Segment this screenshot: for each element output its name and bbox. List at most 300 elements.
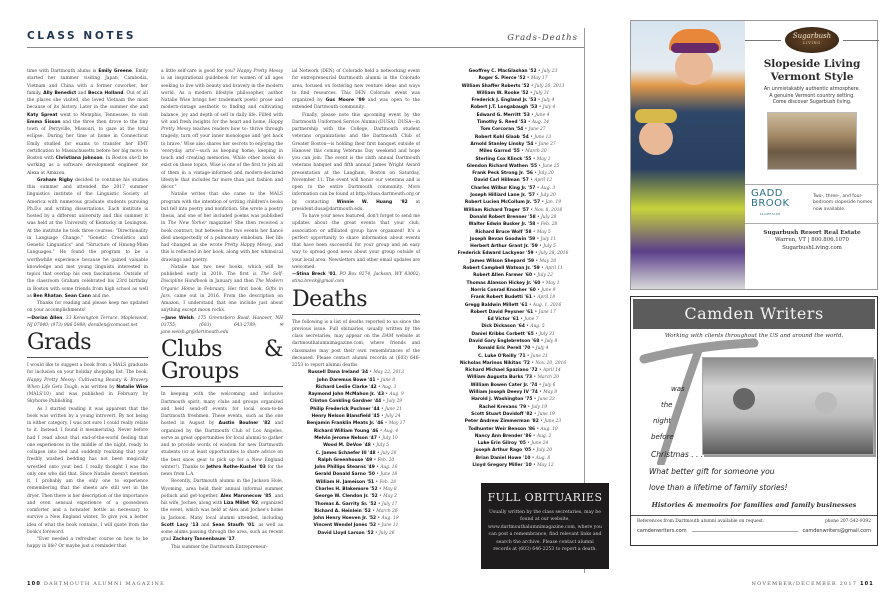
separator: • bbox=[528, 134, 535, 140]
death-date: May 22, 2013 bbox=[373, 370, 404, 376]
death-entry bbox=[448, 345, 578, 352]
paragraph: time with Dartmouth alums is Emily Greene. Emily started her summer visiting Japan, Cambodia, Vietnam and China with a former coworker, her family, Ally Benedict and Becca Holland. Out of all the places she visited, she loved Vietnam the most because of its history. Later in the summer she and Katy Spreat went to Memphis, Tennessee, to visit Emma Sisson and the three then drove to the tiny town of Perryville, Missouri, to gaze at the total eclipse. During her time at home in Connecticut Emily studied for exams to transfer her EMT certification to Massachusetts before her big move to Boston with Christiana Johnson. In Boston she'll be working as a software development engineer for Alexa at Amazon. bbox=[27, 69, 148, 176]
paragraph: In keeping with the welcoming and inclusive Dartmouth spirit, many clubs and groups organized and held send-off events for local soon-to-be Dartmouth freshmen. These events, such as the one hosted in August by Austin Boulner '82 and organized by the Dartmouth Club of Los Angeles, serve as great opportunities for local alumni to gather and to provide words of wisdom for new Dartmouth students (or at least opportunities to share advice on the best snow gear to pick up for a New England winter!). Thanks to Jethro Rothe-Kushel '03 for the news from L.A. bbox=[161, 392, 283, 477]
separator: • bbox=[540, 280, 546, 286]
sugarbush-ad bbox=[630, 20, 878, 290]
death-name: Rachel Krevans '79 bbox=[478, 404, 527, 410]
paragraph: As I started reading it was apparent that the book was written by a young introvert. By not being in either category, I was not sure I could really relate to it. Instead, I found it mesmerizing. Never before had I read about that end-of-the-world feeling that one experiences in the middle of the night, ready to collapse into bed and suddenly realizing that your freshly washed bedding has not been magically wrestled onto your bed. I really thought I was the only one who did that. Since Natalie doesn't mention it, I probably am the only one to experience remembering that the sheets are still wet in the dryer. Then there is her description of the importance and even sensual experience of a goosedown comforter and a hotwater bottle as necessary to survive a New England winter. To give you a better idea of what the book contains, I will quote from the book's foreword. bbox=[27, 406, 148, 535]
script-line: What better gift for someone you bbox=[649, 467, 775, 476]
death-date: June 19 bbox=[537, 411, 555, 417]
death-date: May 12 bbox=[537, 463, 554, 469]
deaths-heading: Deaths bbox=[292, 289, 420, 315]
separator: • bbox=[368, 370, 374, 376]
ad-subtext: An unmistakably authentic atmosphere. A genuine Vermont country setting. Come discover Sugarbush living. bbox=[763, 87, 861, 105]
separator: • bbox=[381, 399, 387, 405]
death-name: Donald Robert Brenner '58 bbox=[469, 214, 536, 220]
phone-text: phone 207-542-9392 bbox=[824, 519, 871, 524]
separator: • bbox=[528, 178, 535, 184]
separator: • bbox=[531, 433, 537, 439]
script-line: Christmas . . . bbox=[651, 450, 704, 459]
divider bbox=[692, 531, 798, 532]
death-name: Norris Conrad Knosher '60 bbox=[470, 287, 536, 293]
camden-website[interactable]: camdenwriters.com bbox=[637, 528, 687, 534]
death-entry bbox=[448, 75, 578, 82]
company-website[interactable]: SugarbushLiving.com bbox=[782, 244, 842, 251]
signature: —Jane Welsh, 175 Greensboro Road, Hanover, NH 03755; (603) 643-2789; ✉ jane.welsh.gr@dartmouth.edu bbox=[161, 315, 283, 335]
death-date: July 26, 2013 bbox=[534, 83, 565, 89]
death-entry bbox=[292, 413, 420, 420]
separator: • bbox=[376, 435, 383, 441]
separator: • bbox=[379, 414, 386, 420]
death-date: July 11 bbox=[540, 236, 557, 242]
separator: • bbox=[537, 163, 543, 169]
death-date: Aug. 3 bbox=[381, 384, 397, 390]
death-name: Daniel Kribbs Corbett '65 bbox=[471, 331, 534, 337]
death-entry bbox=[448, 112, 578, 119]
death-name: John Henry Hoeven Jr. '52 bbox=[313, 516, 377, 522]
page-folio: 100 DARTMOUTH ALUMNI MAGAZINE bbox=[27, 581, 165, 587]
separator: • bbox=[530, 455, 536, 461]
death-name: Timothy S. Reed '53 bbox=[476, 120, 527, 126]
separator: • bbox=[535, 236, 541, 242]
camden-footer bbox=[631, 515, 877, 534]
death-entry bbox=[292, 493, 420, 500]
separator: • bbox=[372, 457, 378, 463]
separator: • bbox=[531, 463, 538, 469]
separator: • bbox=[529, 83, 535, 89]
separator: • bbox=[529, 360, 536, 366]
separator: • bbox=[532, 411, 538, 417]
column-3 bbox=[292, 68, 420, 537]
separator: • bbox=[370, 443, 377, 449]
separator: • bbox=[532, 375, 538, 381]
death-entry bbox=[292, 398, 420, 405]
death-entry bbox=[448, 250, 578, 257]
death-name: Scott Stuart Davidoff '82 bbox=[471, 411, 533, 417]
death-name: Clinton Conkling Gardner '44 bbox=[309, 399, 382, 405]
death-entry bbox=[292, 420, 420, 427]
death-name: Richard William Young '46 bbox=[313, 428, 379, 434]
separator: • bbox=[532, 397, 538, 403]
skiers-photo bbox=[631, 21, 745, 289]
death-name: Robert Kohl Glaab '54 bbox=[474, 134, 529, 140]
death-entry bbox=[292, 384, 420, 391]
death-name: Robert Campbell Watson Jr. '59 bbox=[463, 266, 540, 272]
separator: • bbox=[531, 295, 538, 301]
death-name: Edward G. Merritt '53 bbox=[476, 112, 530, 118]
death-name: James Wilson Shepard '59 bbox=[469, 258, 535, 264]
death-name: C. Luke O'Reilly '71 bbox=[478, 353, 526, 359]
separator: • bbox=[539, 338, 545, 344]
paragraph: The following is a list of deaths reported to us since the previous issue. Full obituaries, usually written by the class secretaries, may appear on the DAM website at dartmouthalumnimagazine.com, where friends and classmates may post their own remembrances of the deceased. Please contact alumni records at (603) 646-2253 to report alumni deaths. bbox=[292, 319, 420, 368]
death-entry bbox=[448, 104, 578, 111]
death-name: Harold J. Washington '75 bbox=[471, 397, 533, 403]
death-name: Richard A. Heinlein '52 bbox=[314, 508, 371, 514]
death-date: July 29 bbox=[386, 399, 403, 405]
death-date: July 28 bbox=[541, 214, 557, 220]
separator: • bbox=[526, 404, 532, 410]
death-date: June 8 bbox=[380, 377, 395, 383]
death-entry bbox=[448, 404, 578, 411]
death-entry bbox=[448, 68, 578, 75]
death-name: Frederick J. England Jr. '53 bbox=[471, 98, 537, 104]
death-date: July 26 bbox=[379, 530, 395, 536]
death-name: Charles Wilbur King Jr. '57 bbox=[470, 185, 536, 191]
page-folio: NOVEMBER/DECEMBER 2017 101 bbox=[751, 581, 874, 587]
death-name: Gregg Baldwin Millett '61 bbox=[464, 302, 528, 308]
death-date: June 7 bbox=[524, 317, 539, 323]
separator: • bbox=[370, 508, 377, 514]
death-entry bbox=[448, 455, 578, 462]
script-t-icon bbox=[639, 335, 759, 465]
separator: • bbox=[533, 251, 539, 257]
separator: • bbox=[375, 450, 381, 456]
death-name: Richard Leslie Clarke '42 bbox=[315, 384, 377, 390]
right-page bbox=[448, 0, 896, 600]
death-date: March 26 bbox=[376, 508, 398, 514]
death-entry bbox=[448, 287, 578, 294]
sugarbush-logo bbox=[785, 27, 839, 53]
death-date: Aug. 9 bbox=[389, 392, 404, 398]
death-entry bbox=[292, 369, 420, 376]
separator: • bbox=[374, 465, 381, 471]
paragraph: "Ever needed a refresher course on how to be happy in life? Or maybe just a reminder that bbox=[27, 537, 148, 550]
death-entry bbox=[448, 83, 578, 90]
death-name: Gerald Donald Sarno '50 bbox=[314, 472, 375, 478]
death-name: William Augusta Burks '73 bbox=[467, 375, 533, 381]
death-entry bbox=[292, 522, 420, 529]
death-name: Nicholas Marinos Nikitas '72 bbox=[459, 360, 530, 366]
separator: • bbox=[519, 149, 526, 155]
death-entry bbox=[292, 435, 420, 442]
death-date: June 17 bbox=[538, 309, 556, 315]
death-date: July 24 bbox=[385, 414, 401, 420]
death-entry bbox=[292, 442, 420, 449]
death-date: June 27 bbox=[528, 127, 546, 133]
script-line: love than a lifetime of family stories! bbox=[649, 483, 788, 492]
separator: • bbox=[535, 222, 541, 228]
death-date: Jan. 19 bbox=[545, 200, 562, 206]
death-name: Richard Bruce Wolf '58 bbox=[475, 229, 532, 235]
death-date: July 4 bbox=[542, 105, 556, 111]
death-entry bbox=[448, 214, 578, 221]
death-date: July 19 bbox=[531, 404, 548, 410]
company-address: Warren, VT | 800.806.1070 bbox=[775, 236, 849, 243]
ad-headline: Slopeside Living Vermont Style bbox=[763, 58, 861, 83]
separator: • bbox=[537, 105, 543, 111]
separator: • bbox=[536, 69, 542, 74]
death-name: Walter Edwin Busker Jr. '58 bbox=[468, 222, 536, 228]
death-name: William H. Jameison '51 bbox=[315, 479, 375, 485]
camden-title: Camden Writers bbox=[633, 299, 875, 329]
full-obituaries-box bbox=[481, 483, 609, 569]
death-date: June 23 bbox=[544, 419, 562, 425]
death-name: Ralph Greenhouse '49 bbox=[317, 457, 373, 463]
goggles bbox=[671, 43, 719, 53]
death-name: David Carl Hillman '57 bbox=[473, 178, 529, 184]
company-name: Sugarbush Resort Real Estate bbox=[763, 229, 861, 236]
death-entry bbox=[448, 367, 578, 374]
death-date: Nov. 20, 2016 bbox=[535, 360, 567, 366]
death-entry bbox=[448, 163, 578, 170]
death-entry bbox=[448, 411, 578, 418]
death-entry bbox=[448, 134, 578, 141]
death-name: Joseph Bevan Goodwin '59 bbox=[469, 236, 536, 242]
death-date: Feb. 28 bbox=[379, 479, 397, 485]
death-name: Philip Frederick Puchner '44 bbox=[310, 406, 380, 412]
death-date: May 1 bbox=[545, 280, 560, 286]
separator: • bbox=[537, 244, 544, 250]
death-date: March 20 bbox=[525, 149, 547, 155]
death-date: June 18 bbox=[380, 472, 398, 478]
signature: —Dorian Allen, 33 Kensington Terrace, Maplewood, NJ 07040; (973) 986-5988; dorallen@comcast.net bbox=[27, 315, 148, 328]
separator: • bbox=[376, 523, 382, 529]
death-date: Aug. 2 bbox=[536, 433, 552, 439]
script-line: was bbox=[671, 385, 685, 393]
death-name: William W. Rooke '52 bbox=[476, 90, 529, 96]
death-date: April 11 bbox=[545, 266, 563, 272]
death-date: July 22 bbox=[537, 273, 553, 279]
death-name: William Bowen Cater Jr. '74 bbox=[470, 382, 538, 388]
header-rule bbox=[27, 47, 448, 48]
death-entry bbox=[448, 374, 578, 381]
death-entry bbox=[448, 280, 578, 287]
death-date: July 31 bbox=[539, 331, 555, 337]
death-date: Aug. 8 bbox=[535, 455, 551, 461]
separator: • bbox=[533, 141, 539, 147]
death-date: July 28, 2016 bbox=[538, 251, 569, 257]
death-date: July 10 bbox=[382, 435, 398, 441]
death-date: Aug. 10 bbox=[540, 426, 558, 432]
separator: • bbox=[532, 171, 539, 177]
death-entry bbox=[448, 433, 578, 440]
paragraph: Thanks for reading and please keep me updated on your accomplishments! bbox=[27, 301, 148, 314]
death-name: Luke Erin Gilroy '05 bbox=[477, 441, 526, 447]
death-name: John Phillips Stearns '49 bbox=[314, 465, 375, 471]
separator: • bbox=[526, 120, 532, 126]
separator: • bbox=[540, 200, 546, 206]
death-date: May 17 bbox=[530, 76, 548, 82]
death-entry bbox=[448, 426, 578, 433]
camden-histories: Histories & memoirs for families and family businesses bbox=[651, 501, 857, 509]
paragraph: Natalie has two new books, which will be published early in 2018. The first is The Self-Discipline Handbook in January and then The Modern Organic Home in February. Her first book, Gifts in Jars, came out in 2016. From the description on Amazon, I understand that one include just about anything except moon rocks. bbox=[161, 264, 284, 314]
death-date: July 5 bbox=[543, 244, 556, 250]
death-entry bbox=[292, 471, 420, 478]
death-name: Wood M. DeVoe '48 bbox=[323, 443, 371, 449]
death-name: Peter Andrew Zimmerman '82 bbox=[464, 419, 539, 425]
death-date: May 28 bbox=[539, 258, 557, 264]
paragraph: Recently, Dartmouth alumni in the Jackson Hole, Wyoming, area held their annual informal summer potluck and get-together. Alex Maronecow '85, and his wife, Jochee, along with Liza Millet '92, organized the event, which was held at Alex and Jochee's home in Jackson. Many local alumni attended, including Scott Lacy '13 and Sean Staufh '01, as well as some alums passing through the area, such as recent grad Zachary Tannenbaum '17. bbox=[161, 479, 283, 543]
death-date: Aug. 4 bbox=[383, 428, 399, 434]
references-text: References from Dartmouth alumni available on request. bbox=[637, 519, 765, 524]
death-name: Charles H. Blakemore '52 bbox=[315, 487, 378, 492]
death-name: Brian Daniel Howe '10 bbox=[475, 455, 531, 461]
death-entry bbox=[448, 331, 578, 338]
separator: • bbox=[536, 98, 542, 104]
death-date: July 8 bbox=[544, 338, 558, 344]
column-2 bbox=[161, 68, 283, 551]
death-date: June 25 bbox=[542, 163, 560, 169]
death-name: Herbert Arthur Grant Jr. '59 bbox=[470, 244, 538, 250]
separator: • bbox=[375, 377, 381, 383]
separator: • bbox=[524, 324, 531, 330]
separator: • bbox=[530, 346, 536, 352]
death-date: Nov. 8, 2016 bbox=[534, 207, 563, 213]
death-entry bbox=[448, 302, 578, 309]
death-entry bbox=[448, 170, 578, 177]
death-name: Todhunter Weir Benson '86 bbox=[468, 426, 536, 432]
separator: • bbox=[384, 392, 390, 398]
death-date: June 23 bbox=[537, 397, 555, 403]
gadd-brook-text: Two-, three-, and four-bedroom slopeside homes now available. bbox=[813, 193, 873, 212]
death-date: July 31 bbox=[533, 90, 550, 96]
goggles bbox=[635, 109, 677, 123]
death-name: David Lloyd Larson '52 bbox=[317, 530, 374, 536]
death-entry bbox=[448, 199, 578, 206]
separator: • bbox=[538, 419, 545, 425]
death-date: June 11 bbox=[381, 523, 399, 529]
camden-tagline: Working with clients throughout the US and around the world. bbox=[664, 333, 844, 339]
death-entry bbox=[448, 316, 578, 323]
death-name: David Gary Englebretson '68 bbox=[468, 338, 540, 344]
death-name: Miles Garrod '55 bbox=[479, 149, 520, 155]
death-entry bbox=[448, 272, 578, 279]
separator: • bbox=[537, 368, 543, 374]
script-line: before bbox=[651, 433, 674, 441]
section-label: CLASS NOTES bbox=[27, 30, 137, 42]
death-date: July 20 bbox=[380, 450, 397, 456]
death-date: May 2 bbox=[383, 494, 397, 500]
paragraph: This summer the Dartmouth Entrepreneur- bbox=[171, 544, 268, 550]
paragraph: Natalie writes that she came to the MALS program with the intention of writing children's books but fell into poetry and nonfiction. She wrote a poetry thesis, and one of her included poems was published in The New Yorker magazine! She then received a book contract, but between the two events her fiancé died unexpectedly of a pulmonary embolism. Her life had changed as she wrote Pretty Happy Messy, and this is reflected in her book, along with her whimsical drawings and poetry. bbox=[161, 192, 283, 263]
death-entry bbox=[292, 508, 420, 515]
death-name: Roger S. Pierce '52 bbox=[478, 76, 526, 82]
death-name: William Shaffer Roberts '52 bbox=[461, 83, 530, 89]
death-name: Tom Corcoran '54 bbox=[480, 127, 524, 133]
death-name: Lloyd Gregory Miller '10 bbox=[472, 463, 532, 469]
death-entry bbox=[448, 229, 578, 236]
separator: • bbox=[537, 382, 543, 388]
deaths-list bbox=[448, 68, 578, 469]
separator: • bbox=[535, 426, 541, 432]
death-date: July 4 bbox=[535, 346, 549, 352]
death-name: Dick Dickason '64 bbox=[481, 324, 525, 330]
living-room-photo bbox=[767, 112, 857, 170]
script-line: night bbox=[653, 417, 672, 425]
paragraph: ial Network (DEN) of Colorado held a networking event for entrepreneurial Dartmouth alumni in the Colorado area, focused on fostering new venture ideas and ways to find resources. This DEN Colorado event was organized by Gus Moore '99 and was open to the extended Dartmouth community. bbox=[292, 69, 420, 111]
death-date: June 27 bbox=[538, 141, 556, 147]
death-entry bbox=[448, 148, 578, 155]
death-date: June 24 bbox=[531, 441, 549, 447]
death-entry bbox=[448, 389, 578, 396]
gadd-brook-logo: GADD BROOK SLOPESIDE bbox=[751, 187, 790, 216]
obit-box-title: FULL OBITUARIES bbox=[487, 491, 603, 504]
death-entry bbox=[448, 418, 578, 425]
death-date: April 12 bbox=[534, 178, 553, 184]
death-date: May 8 bbox=[543, 390, 558, 396]
gadd-brook-row bbox=[745, 184, 879, 224]
separator: • bbox=[535, 214, 542, 220]
death-entry bbox=[448, 141, 578, 148]
death-entry bbox=[448, 236, 578, 243]
camden-email[interactable]: camdenwriters@gmail.com bbox=[802, 528, 871, 534]
death-name: William Richard Trager '57 bbox=[463, 207, 529, 213]
death-date: Feb. 28 bbox=[540, 222, 558, 228]
clubs-groups-heading: Clubs & Groups bbox=[161, 339, 283, 387]
death-date: July 20 bbox=[540, 193, 556, 199]
header-rule bbox=[448, 47, 584, 48]
section-label: Grads-Deaths bbox=[507, 33, 578, 43]
death-entry bbox=[448, 462, 578, 469]
death-entry bbox=[448, 126, 578, 133]
death-date: July 4 bbox=[541, 98, 555, 104]
death-date: April 14 bbox=[542, 368, 561, 374]
separator: • bbox=[379, 406, 385, 412]
death-date: Aug. 5 bbox=[530, 324, 545, 330]
death-date: June 21 bbox=[384, 406, 402, 412]
separator: • bbox=[523, 127, 529, 133]
separator: • bbox=[374, 479, 380, 485]
death-name: Thomas A. Garrity Sr. '52 bbox=[314, 501, 377, 507]
death-date: July 6 bbox=[542, 382, 556, 388]
death-name: Sterling Cox Klinck '55 bbox=[475, 156, 532, 162]
death-entry bbox=[292, 486, 420, 493]
separator: • bbox=[528, 207, 535, 213]
death-entry bbox=[448, 177, 578, 184]
death-name: William Joseph Deevy IV '74 bbox=[468, 390, 538, 396]
death-name: Robert David Peysner '61 bbox=[470, 309, 534, 315]
separator: • bbox=[525, 441, 532, 447]
death-name: Geoffrey C. MacGlashan '52 bbox=[468, 69, 537, 74]
separator: • bbox=[376, 516, 382, 522]
paragraph: a little self-care is good for you? Happy Pretty Messy is an inspirational guidebook for women of all ages seeking to live with beauty and bravery in the modern world. As a modern lifestyle philosopher, author Natalie Wise brings her trademark poetic prose and modern-vintage aesthetic to finding and cultivating balance, joy and depth of self in daily life. Filled with wit and fresh insights for the heart and home, Happy Pretty Messy teaches readers how to: thrive through tragedy, turn off your inner monologue and 'get back to brave.' Wise also shares her secrets to enjoying the 'everyday arts'—such as keeping home, keeping in touch and creating memories. While other books do exist on these topics, Wise is one of the first to join all of them in a vintage-informed and modern-declared lifestyle that includes far more than just fashion and décor." bbox=[161, 69, 283, 190]
separator: • bbox=[529, 112, 536, 118]
separator: • bbox=[374, 472, 381, 478]
death-date: June 21 bbox=[530, 353, 548, 359]
separator: • bbox=[377, 487, 383, 492]
obit-box-body: Usually written by the class secretaries, may be found at our website, www.dartmouthalumnimagazine.com, where you can post a remembrance, find relevant links and search the archive. Please contact alumni records at (603) 646-2253 to report a death. bbox=[488, 510, 602, 553]
death-entry bbox=[448, 156, 578, 163]
death-date: Aug. 3 bbox=[540, 185, 556, 191]
death-date: July 20 bbox=[538, 171, 554, 177]
death-name: Vincent Wendel Jones '52 bbox=[313, 523, 377, 529]
death-entry bbox=[292, 515, 420, 522]
death-entry bbox=[292, 406, 420, 413]
death-entry bbox=[448, 353, 578, 360]
death-name: Henry Nelson Blansfield '45 bbox=[311, 414, 380, 420]
death-name: Richard Michael Spaziano '72 bbox=[465, 368, 538, 374]
death-entry bbox=[448, 360, 578, 367]
death-name: Thomas Alanson Hickey Jr. '60 bbox=[466, 280, 541, 286]
death-name: Arnold Stanley Linsky '54 bbox=[470, 141, 534, 147]
death-entry bbox=[448, 323, 578, 330]
separator: • bbox=[525, 76, 531, 82]
script-line: the bbox=[661, 401, 673, 409]
death-name: Ed Victor '61 bbox=[487, 317, 519, 323]
death-entry bbox=[448, 447, 578, 454]
separator: • bbox=[531, 156, 537, 162]
death-name: Robert Allen Farmer '60 bbox=[473, 273, 533, 279]
separator: • bbox=[373, 530, 380, 536]
death-entry bbox=[448, 396, 578, 403]
skier-face bbox=[675, 49, 713, 85]
logo-text: Sugarbush bbox=[792, 32, 832, 40]
logo-subtitle: LIVING bbox=[803, 41, 821, 45]
death-name: Frank Robert Budetti '61 bbox=[470, 295, 532, 301]
paragraph: Finally, please note this upcoming event by the Dartmouth Uniformed Service Alumni (DUSA). DUSA—in partnership with the College, Dartmouth student veterans organizations and the Dartmouth Club of Greater Boston—is holding their first banquet outside of Hanover this coming Veterans Day weekend and hope you can join. The event is the sixth annual Dartmouth veterans banquet and fifth annual James Wright Award presentation at the Langham, Boston on Saturday, November 11. The event will honor our veterans and is open to the entire Dartmouth community. More information can be found at http://dusa.dartmouth.org or by contacting Winnie W. Huang '92 at president.dusa@dartmouth.edu. bbox=[292, 112, 421, 212]
separator: • bbox=[376, 501, 382, 507]
death-date: May 8 bbox=[382, 487, 397, 492]
